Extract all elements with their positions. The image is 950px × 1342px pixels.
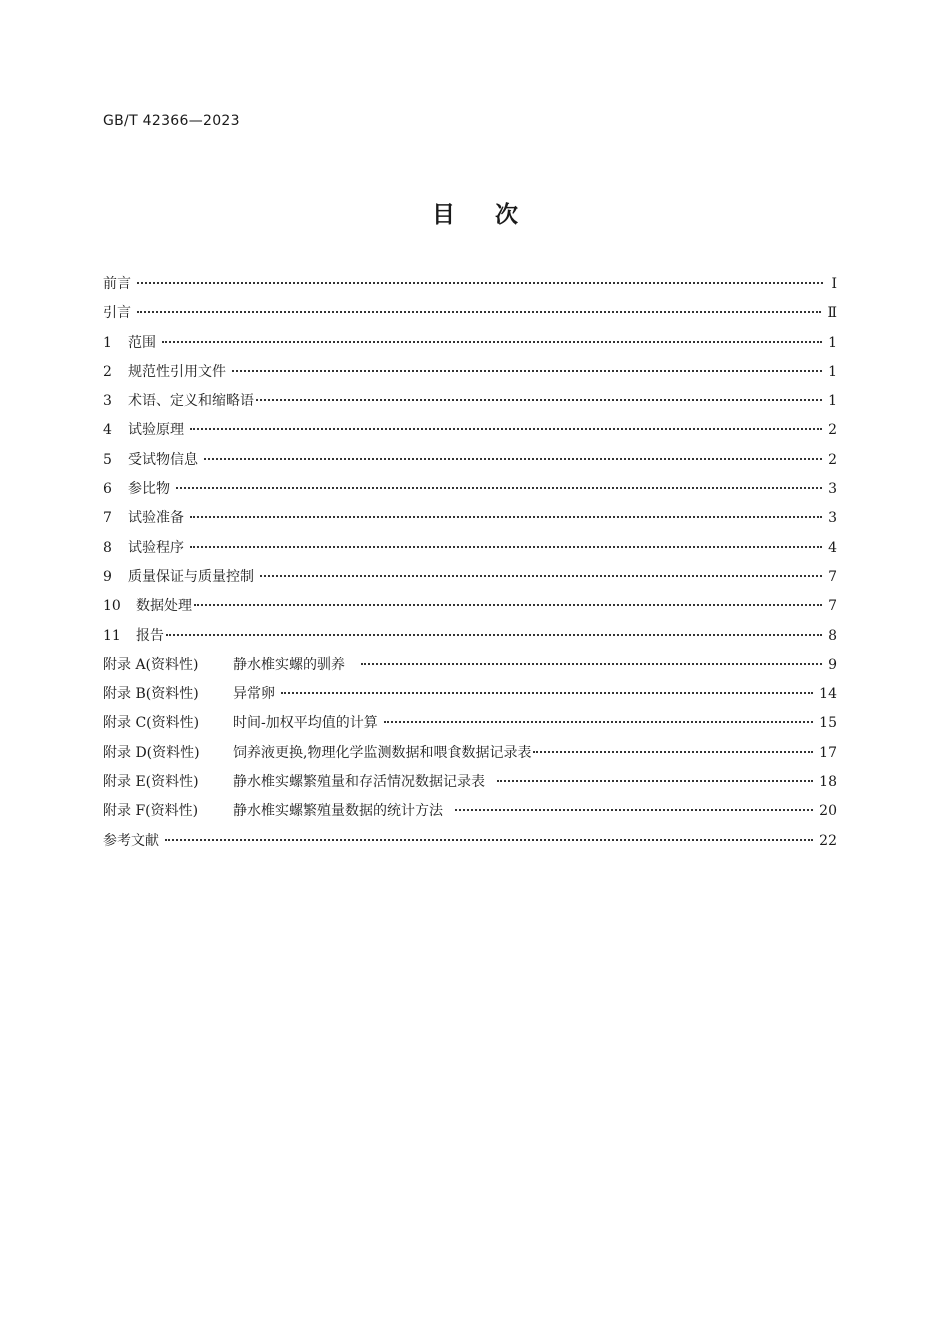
- toc-leader-dots: [190, 546, 822, 548]
- toc-leader-dots: [361, 663, 822, 665]
- toc-entry-label: 试验程序: [128, 539, 184, 556]
- toc-entry-label: 时间-加权平均值的计算: [233, 715, 378, 732]
- toc-leader-dots: [281, 692, 813, 694]
- toc-entry-page: 3: [828, 481, 837, 498]
- toc-leader-dots: [165, 839, 813, 841]
- toc-entry-label: 参比物: [128, 481, 170, 498]
- toc-leader-dots: [162, 341, 822, 343]
- page-title: 目次: [432, 202, 558, 228]
- toc-entry-11[interactable]: [103, 622, 837, 651]
- toc-entry-page: 3: [828, 510, 837, 527]
- toc-leader-dots: [137, 282, 823, 284]
- toc-appendix-number: 附录 B(资料性): [103, 686, 199, 703]
- toc-entry-label: 试验原理: [128, 422, 184, 439]
- toc-appendix-number: 附录 E(资料性): [103, 774, 199, 791]
- toc-entry-page: 9: [828, 656, 837, 673]
- toc-leader-dots: [190, 516, 822, 518]
- toc-leader-dots: [260, 575, 822, 577]
- toc-entry-page: 2: [828, 451, 837, 468]
- toc-entry-number: 10: [103, 598, 121, 615]
- toc-appendix-number: 附录 A(资料性): [103, 656, 199, 673]
- toc-entry-10[interactable]: [103, 592, 837, 621]
- toc-appendix-number: 附录 D(资料性): [103, 744, 200, 761]
- toc-entry-label: 试验准备: [128, 510, 184, 527]
- toc-entry-number: 7: [103, 510, 112, 527]
- toc-leader-dots: [256, 399, 822, 401]
- toc-leader-dots: [533, 751, 813, 753]
- toc-entry-appendix-f[interactable]: [103, 797, 837, 826]
- toc-entry-2[interactable]: [103, 358, 837, 387]
- toc-entry-label: 静水椎实螺繁殖量数据的统计方法: [233, 803, 443, 820]
- toc-leader-dots: [455, 809, 813, 811]
- toc-leader-dots: [137, 311, 821, 313]
- toc-entry-page: 4: [828, 539, 837, 556]
- toc-leader-dots: [176, 487, 822, 489]
- toc-entry-label: 参考文献: [103, 832, 159, 849]
- toc-entry-number: 1: [103, 334, 112, 351]
- toc-entry-references[interactable]: [103, 827, 837, 856]
- toc-leader-dots: [497, 780, 813, 782]
- toc-entry-appendix-e[interactable]: [103, 768, 837, 797]
- toc-entry-label: 引言: [103, 305, 131, 322]
- toc-leader-dots: [232, 370, 822, 372]
- toc-entry-page: 7: [828, 598, 837, 615]
- toc-entry-number: 4: [103, 422, 112, 439]
- toc-entry-label: 饲养液更换,物理化学监测数据和喂食数据记录表: [233, 744, 532, 761]
- toc-entry-page: 14: [819, 686, 837, 703]
- toc-entry-9[interactable]: [103, 563, 837, 592]
- toc-entry-label: 规范性引用文件: [128, 363, 226, 380]
- toc-entry-label: 前言: [103, 276, 131, 292]
- toc-entry-number: 3: [103, 393, 112, 410]
- toc-entry-number: 5: [103, 451, 112, 468]
- toc-entry-page: 17: [819, 744, 837, 761]
- toc-leader-dots: [204, 458, 822, 460]
- toc-entry-page: Ⅱ: [827, 305, 837, 322]
- toc-entry-label: 质量保证与质量控制: [128, 568, 254, 585]
- toc-leader-dots: [194, 604, 822, 606]
- toc-entry-preface[interactable]: [103, 270, 837, 299]
- toc-entry-number: 11: [103, 627, 121, 644]
- toc-entry-label: 术语、定义和缩略语: [128, 393, 254, 410]
- toc-entry-page: Ⅰ: [831, 276, 837, 292]
- toc-appendix-number: 附录 C(资料性): [103, 715, 200, 732]
- toc-entry-4[interactable]: [103, 416, 837, 445]
- toc-entry-label: 静水椎实螺的驯养: [233, 656, 345, 673]
- table-of-contents: [103, 270, 837, 856]
- toc-entry-page: 1: [828, 363, 837, 380]
- toc-entry-label: 异常卵: [233, 686, 275, 703]
- toc-entry-8[interactable]: [103, 534, 837, 563]
- toc-entry-appendix-a[interactable]: [103, 651, 837, 680]
- toc-entry-page: 7: [828, 568, 837, 585]
- standard-code: GB/T 42366—2023: [103, 113, 240, 129]
- toc-entry-1[interactable]: [103, 329, 837, 358]
- toc-entry-label: 静水椎实螺繁殖量和存活情况数据记录表: [233, 774, 485, 791]
- toc-entry-page: 1: [828, 334, 837, 351]
- toc-entry-number: 8: [103, 539, 112, 556]
- toc-entry-page: 22: [819, 832, 837, 849]
- toc-entry-number: 9: [103, 568, 112, 585]
- toc-entry-page: 20: [819, 803, 837, 820]
- toc-entry-5[interactable]: [103, 446, 837, 475]
- toc-entry-label: 数据处理: [136, 598, 192, 615]
- toc-entry-page: 2: [828, 422, 837, 439]
- toc-appendix-number: 附录 F(资料性): [103, 803, 199, 820]
- toc-entry-appendix-c[interactable]: [103, 709, 837, 738]
- toc-entry-appendix-b[interactable]: [103, 680, 837, 709]
- toc-entry-6[interactable]: [103, 475, 837, 504]
- toc-leader-dots: [190, 428, 822, 430]
- toc-entry-number: 6: [103, 481, 112, 498]
- toc-entry-page: 8: [828, 627, 837, 644]
- toc-entry-appendix-d[interactable]: [103, 739, 837, 768]
- toc-entry-page: 15: [819, 715, 837, 732]
- toc-entry-page: 1: [828, 393, 837, 410]
- toc-leader-dots: [166, 634, 822, 636]
- toc-entry-label: 受试物信息: [128, 451, 198, 468]
- toc-entry-introduction[interactable]: [103, 299, 837, 328]
- toc-entry-7[interactable]: [103, 504, 837, 533]
- toc-entry-page: 18: [819, 774, 837, 791]
- toc-entry-label: 范围: [128, 334, 156, 351]
- toc-entry-3[interactable]: [103, 387, 837, 416]
- toc-entry-label: 报告: [136, 627, 164, 644]
- toc-entry-number: 2: [103, 363, 112, 380]
- toc-leader-dots: [384, 721, 813, 723]
